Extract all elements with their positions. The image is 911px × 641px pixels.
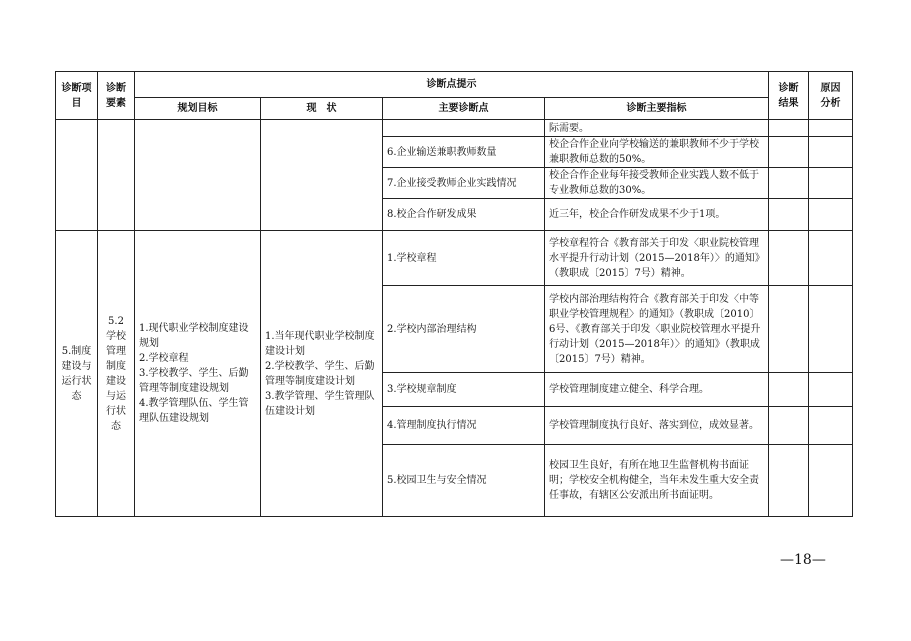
continued-element-cell xyxy=(98,120,135,231)
point-cell xyxy=(383,120,545,137)
header-main-point: 主要诊断点 xyxy=(383,98,545,120)
diagnosis-table xyxy=(55,71,853,517)
indicator-cell: 近三年，校企合作研发成果不少于1项。 xyxy=(545,199,769,231)
cause-cell xyxy=(809,120,853,137)
header-hint: 诊断点提示 xyxy=(135,72,769,98)
cause-cell xyxy=(809,168,853,199)
indicator-cell: 学校管理制度执行良好、落实到位，成效显著。 xyxy=(545,407,769,445)
table-row xyxy=(56,120,853,137)
point-cell: 2.学校内部治理结构 xyxy=(383,286,545,373)
result-cell xyxy=(769,445,809,517)
cause-cell xyxy=(809,199,853,231)
header-status: 现 状 xyxy=(261,98,383,120)
continued-status-cell xyxy=(261,120,383,231)
section-status: 1.当年现代职业学校制度建设计划 2.学校教学、学生、后勤管理等制度建设计划 3.教学管理、学生管理队伍建设计划 xyxy=(261,231,383,517)
indicator-cell: 学校内部治理结构符合《教育部关于印发〈中等职业学校管理规程〉的通知》（教职成〔2010〕6号、《教育部关于印发〈职业院校管理水平提升行动计划（2015—2018年）〉的通知》（教职成〔2015〕7号）精神。 xyxy=(545,286,769,373)
result-cell xyxy=(769,199,809,231)
cause-cell xyxy=(809,373,853,407)
result-cell xyxy=(769,286,809,373)
indicator-cell: 校企合作企业向学校输送的兼职教师不少于学校兼职教师总数的50%。 xyxy=(545,137,769,168)
result-cell xyxy=(769,373,809,407)
point-cell: 7.企业接受教师企业实践情况 xyxy=(383,168,545,199)
cause-cell xyxy=(809,286,853,373)
header-main-indicator: 诊断主要指标 xyxy=(545,98,769,120)
result-cell xyxy=(769,120,809,137)
point-cell: 5.校园卫生与安全情况 xyxy=(383,445,545,517)
header-element: 诊断要素 xyxy=(98,72,135,120)
point-cell: 6.企业输送兼职教师数量 xyxy=(383,137,545,168)
point-cell: 3.学校规章制度 xyxy=(383,373,545,407)
continued-plan-cell xyxy=(135,120,261,231)
cause-cell xyxy=(809,445,853,517)
cause-cell xyxy=(809,231,853,286)
header-cause: 原因分析 xyxy=(809,72,853,120)
result-cell xyxy=(769,168,809,199)
section-item: 5.制度建设与运行状态 xyxy=(56,231,98,517)
indicator-cell: 校园卫生良好，有所在地卫生监督机构书面证明；学校安全机构健全，当年未发生重大安全责任事故，有辖区公安派出所书面证明。 xyxy=(545,445,769,517)
result-cell xyxy=(769,137,809,168)
header-result: 诊断结果 xyxy=(769,72,809,120)
table-row xyxy=(56,231,853,286)
page-number: —18— xyxy=(780,552,826,568)
result-cell xyxy=(769,231,809,286)
cause-cell xyxy=(809,137,853,168)
header-plan-goal: 规划目标 xyxy=(135,98,261,120)
indicator-cell: 学校管理制度建立健全、科学合理。 xyxy=(545,373,769,407)
header-item: 诊断项目 xyxy=(56,72,98,120)
continued-item-cell xyxy=(56,120,98,231)
section-element: 5.2学校管理制度建设与运行状态 xyxy=(98,231,135,517)
cause-cell xyxy=(809,407,853,445)
section-plan: 1.现代职业学校制度建设规划 2.学校章程 3.学校教学、学生、后勤管理等制度建设规划 4.教学管理队伍、学生管理队伍建设规划 xyxy=(135,231,261,517)
point-cell: 1.学校章程 xyxy=(383,231,545,286)
indicator-cell: 学校章程符合《教育部关于印发〈职业院校管理水平提升行动计划（2015—2018年）〉的通知》（教职成〔2015〕7号）精神。 xyxy=(545,231,769,286)
indicator-cell: 校企合作企业每年接受教师企业实践人数不低于专业教师总数的30%。 xyxy=(545,168,769,199)
point-cell: 4.管理制度执行情况 xyxy=(383,407,545,445)
result-cell xyxy=(769,407,809,445)
indicator-cell: 际需要。 xyxy=(545,120,769,137)
point-cell: 8.校企合作研发成果 xyxy=(383,199,545,231)
